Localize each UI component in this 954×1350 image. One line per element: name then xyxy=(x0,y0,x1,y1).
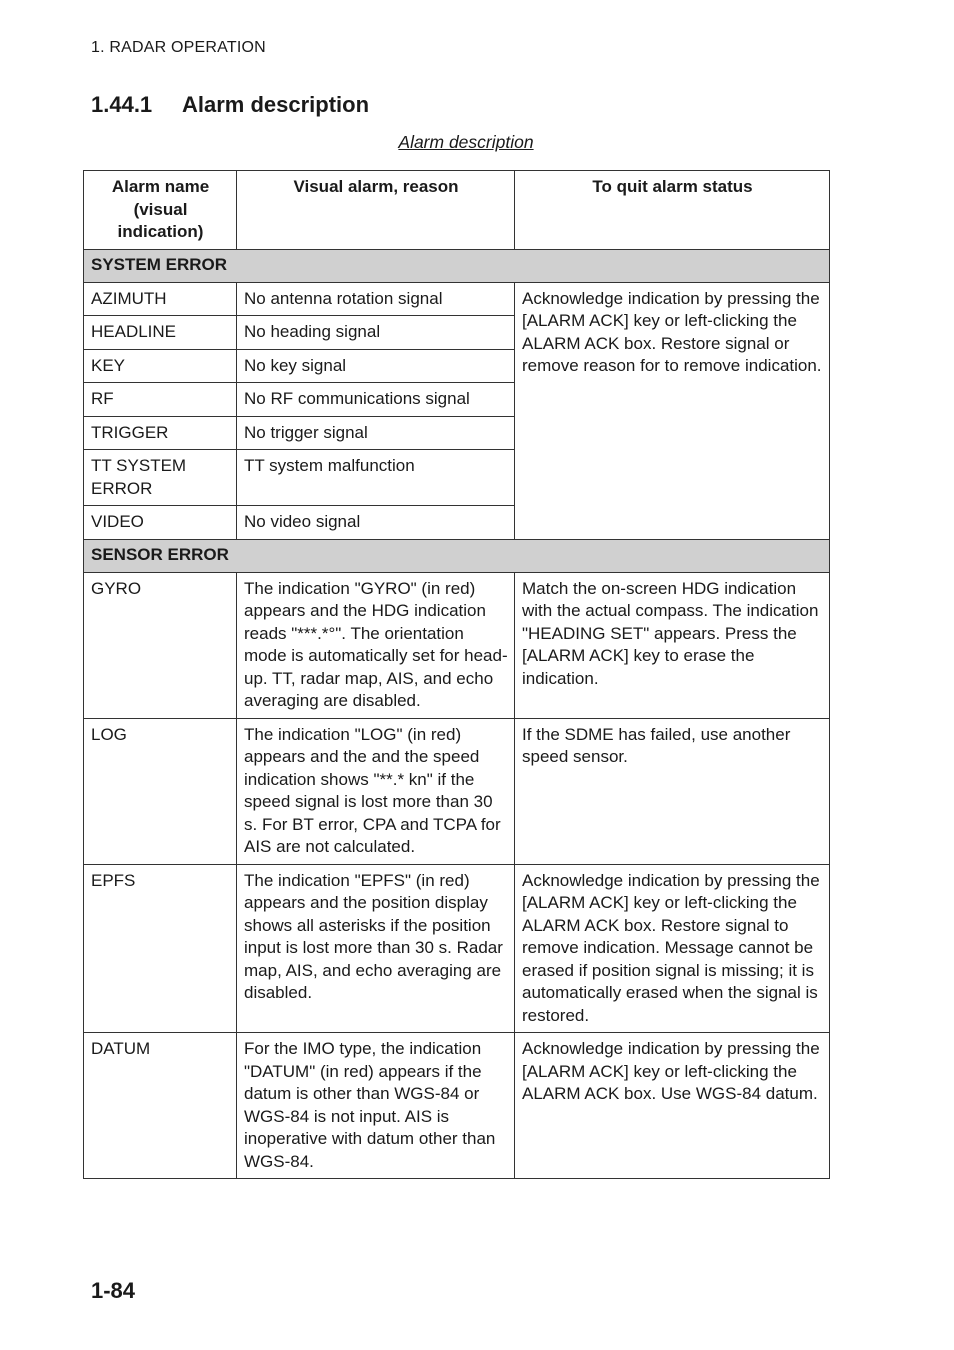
alarm-name-cell: EPFS xyxy=(84,864,237,1033)
alarm-name-cell: HEADLINE xyxy=(84,316,237,350)
table-row xyxy=(84,572,830,718)
table-header-row xyxy=(84,171,830,250)
column-header-alarm-name: Alarm name (visual indication) xyxy=(84,171,237,250)
reason-cell: The indication "EPFS" (in red) appears and the position display shows all asterisks if the position input is lost more than 30 s. Radar map, AIS, and echo averaging are disabled. xyxy=(237,864,515,1033)
alarm-name-cell: RF xyxy=(84,383,237,417)
section-title: Alarm description xyxy=(182,92,370,117)
table-caption: Alarm description xyxy=(398,132,534,152)
reason-cell: No key signal xyxy=(237,349,515,383)
reason-cell: No antenna rotation signal xyxy=(237,282,515,316)
group-title: SENSOR ERROR xyxy=(84,539,830,572)
quit-status-cell: Match the on-screen HDG indication with the actual compass. The indication "HEADING SET" appears. Press the [ALARM ACK] key to erase the indication. xyxy=(515,572,830,718)
reason-cell: The indication "GYRO" (in red) appears and the HDG indication reads "***.*°". The orientation mode is automatically set for head-up. TT, radar map, AIS, and echo averaging are disabled. xyxy=(237,572,515,718)
reason-cell: TT system malfunction xyxy=(237,450,515,506)
table-row xyxy=(84,1033,830,1179)
reason-cell: No trigger signal xyxy=(237,416,515,450)
alarm-name-cell: KEY xyxy=(84,349,237,383)
alarm-name-cell: DATUM xyxy=(84,1033,237,1179)
table-row xyxy=(84,718,830,864)
quit-status-cell: Acknowledge indication by pressing the [ALARM ACK] key or left-clicking the ALARM ACK box. Use WGS-84 datum. xyxy=(515,1033,830,1179)
section-heading xyxy=(91,92,369,118)
alarm-name-cell: GYRO xyxy=(84,572,237,718)
column-header-visual-alarm: Visual alarm, reason xyxy=(237,171,515,250)
running-head: 1. RADAR OPERATION xyxy=(91,39,266,56)
table-row xyxy=(84,864,830,1033)
quit-status-cell: If the SDME has failed, use another speed sensor. xyxy=(515,718,830,864)
table-row xyxy=(84,282,830,316)
alarm-name-cell: TRIGGER xyxy=(84,416,237,450)
column-header-quit-status: To quit alarm status xyxy=(515,171,830,250)
reason-cell: The indication "LOG" (in red) appears and the and the speed indication shows "**.* kn" if the speed signal is lost more than 30 s. For BT error, CPA and TCPA for AIS are not calculated. xyxy=(237,718,515,864)
reason-cell: For the IMO type, the indication "DATUM" (in red) appears if the datum is other than WGS-84 or WGS-84 is not input. AIS is inoperative with datum other than WGS-84. xyxy=(237,1033,515,1179)
reason-cell: No heading signal xyxy=(237,316,515,350)
alarm-description-table xyxy=(83,170,830,1179)
alarm-name-cell: TT SYSTEM ERROR xyxy=(84,450,237,506)
reason-cell: No video signal xyxy=(237,506,515,540)
reason-cell: No RF communications signal xyxy=(237,383,515,417)
section-number: 1.44.1 xyxy=(91,92,153,117)
alarm-name-cell: LOG xyxy=(84,718,237,864)
quit-status-cell: Acknowledge indication by pressing the [ALARM ACK] key or left-clicking the ALARM ACK box. Restore signal to remove indication. Message cannot be erased if position signal is missing; it is automatically erased when the signal is restored. xyxy=(515,864,830,1033)
alarm-name-cell: VIDEO xyxy=(84,506,237,540)
group-row-sensor-error xyxy=(84,539,830,572)
page-number: 1-84 xyxy=(91,1278,136,1303)
group-title: SYSTEM ERROR xyxy=(84,249,830,282)
alarm-name-cell: AZIMUTH xyxy=(84,282,237,316)
group-row-system-error xyxy=(84,249,830,282)
quit-status-cell: Acknowledge indication by pressing the [ALARM ACK] key or left-clicking the ALARM ACK box. Restore signal or remove reason for to remove indication. xyxy=(515,282,830,539)
